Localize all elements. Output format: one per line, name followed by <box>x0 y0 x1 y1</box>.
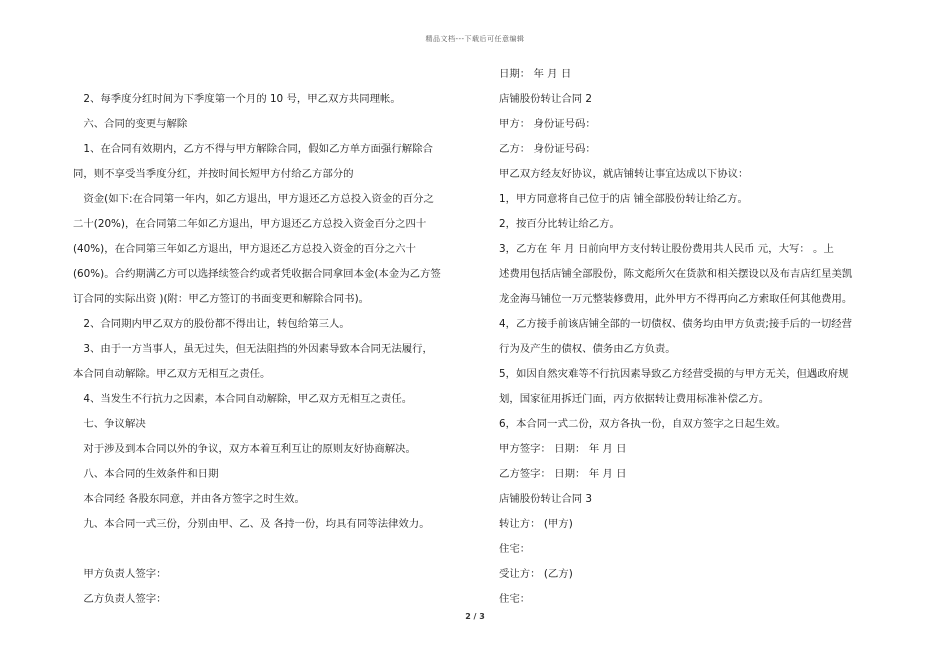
text-line: 6，本合同一式二份，双方各执一份，自双方签字之日起生效。 <box>499 418 787 430</box>
document-header-note: 精品文档---下载后可任意编辑 <box>425 35 525 43</box>
text-line: 七、争议解决 <box>73 418 146 430</box>
text-line <box>73 62 468 87</box>
text-line: 4，乙方接手前该店铺全部的一切债权、债务均由甲方负责;接手后的一切经营 <box>499 318 852 330</box>
text-line: 住宅： <box>499 593 531 605</box>
text-line: 乙方签字： 日期： 年 月 日 <box>499 468 627 480</box>
text-line: 龙金海马铺位一万元整装修费用，此外甲方不得再向乙方索取任何其他费用。 <box>499 293 853 305</box>
text-line: 同，则不享受当季度分红，并按时间长短甲方付给乙方部分的 <box>73 168 354 180</box>
text-line: 乙方负责人签字： <box>73 593 167 605</box>
text-line: 行为及产生的债权、债务由乙方负责。 <box>499 343 676 355</box>
text-line: (40%)，在合同第三年如乙方退出，甲方退还乙方总投入资金的百分之六十 <box>73 243 416 255</box>
text-line: 日期： 年 月 日 <box>499 68 572 80</box>
text-line: 1、在合同有效期内，乙方不得与甲方解除合同，假如乙方单方面强行解除合 <box>73 143 433 155</box>
text-line: 甲方： 身份证号码： <box>499 118 596 130</box>
text-line: 2、合同期内甲乙双方的股份都不得出让，转包给第三人。 <box>73 318 350 330</box>
text-line: 住宅： <box>499 543 531 555</box>
text-line: 3、由于一方当事人，虽无过失，但无法阻挡的外因素导致本合同无法履行， <box>73 343 433 355</box>
text-line <box>73 537 468 562</box>
text-line: 甲方负责人签字： <box>73 568 167 580</box>
left-text-column <box>73 62 468 612</box>
text-line: 2、每季度分红时间为下季度第一个月的 10 号，甲乙双方共同理帐。 <box>73 93 401 105</box>
text-line: 划，国家征用拆迁门面，丙方依据转让费用标准补偿乙方。 <box>499 393 770 405</box>
text-line: 述费用包括店铺全部股份，陈文彪所欠在货款和相关摆设以及布吉店红星美凯 <box>499 268 853 280</box>
text-line: 八、本合同的生效条件和日期 <box>73 468 219 480</box>
text-line: 对于涉及到本合同以外的争议，双方本着互利互让的原则友好协商解决。 <box>73 443 416 455</box>
text-line: 订合同的实际出资 )(附：甲乙方签订的书面变更和解除合同书)。 <box>73 293 370 305</box>
text-line: 1，甲方同意将自己位于的店 铺全部股份转让给乙方。 <box>499 193 748 205</box>
text-line: 九、本合同一式三份，分别由甲、乙、及 各持一份，均具有同等法律效力。 <box>73 518 430 530</box>
text-line: 本合同经 各股东同意，并由各方签字之时生效。 <box>73 493 305 505</box>
right-text-column <box>499 62 879 612</box>
text-line: 甲乙双方经友好协议，就店铺转让事宜达成以下协议： <box>499 168 749 180</box>
text-line: 资金(如下:在合同第一年内，如乙方退出，甲方退还乙方总投入资金的百分之 <box>73 193 434 205</box>
text-line: 六、合同的变更与解除 <box>73 118 188 130</box>
text-line: 本合同自动解除。甲乙双方无相互之责任。 <box>73 368 271 380</box>
text-line: 5，如因自然灾难等不行抗因素导致乙方经营受损的与甲方无关，但遇政府规 <box>499 368 849 380</box>
text-line: (60%)。合约期满乙方可以选择续签合约或者凭收据合同拿回本金(本金为乙方签 <box>73 268 441 280</box>
text-line: 乙方： 身份证号码： <box>499 143 596 155</box>
text-line: 店铺股份转让合同 2 <box>499 93 593 105</box>
text-line: 转让方： (甲方) <box>499 518 573 530</box>
page-number: 2 / 3 <box>465 612 485 621</box>
text-line: 甲方签字： 日期： 年 月 日 <box>499 443 627 455</box>
text-line: 3，乙方在 年 月 日前向甲方支付转让股份费用共人民币 元，大写： 。上 <box>499 243 834 255</box>
text-line: 店铺股份转让合同 3 <box>499 493 593 505</box>
text-line: 4、当发生不行抗力之因素，本合同自动解除，甲乙双方无相互之责任。 <box>73 393 413 405</box>
text-line: 2，按百分比转让给乙方。 <box>499 218 620 230</box>
text-line: 受让方： (乙方) <box>499 568 573 580</box>
text-line: 二十(20%)，在合同第二年如乙方退出，甲方退还乙方总投入资金百分之四十 <box>73 218 427 230</box>
